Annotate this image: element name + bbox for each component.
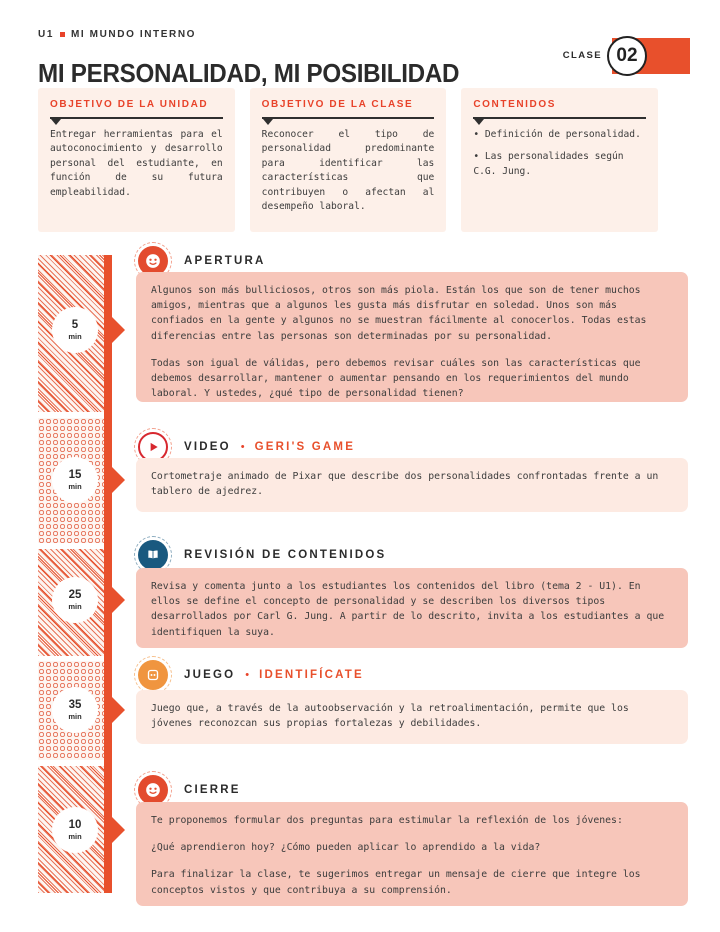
divider — [262, 117, 435, 119]
duration-unit: min — [68, 481, 82, 491]
duration-value: 15 — [68, 469, 82, 481]
paragraph: Todas son igual de válidas, pero debemos revisar cuáles son las características que debemos desarrollar, mantener o aumentar pensando en los requerimientos del mundo laboral. Y ustedes, ¿qué tipo de personalidad tienen? — [151, 357, 641, 400]
timeline-arrow-icon — [112, 317, 125, 343]
section-title: APERTURA — [184, 255, 266, 267]
duration-unit: min — [68, 331, 82, 341]
duration-unit: min — [68, 711, 82, 721]
section-subtitle: GERI'S GAME — [254, 441, 356, 453]
section-title: CIERRE — [184, 784, 241, 796]
contents-box — [461, 88, 658, 232]
paragraph: Algunos son más bulliciosos, otros son más piola. Están los que son de tener muchos amigos, mientras que a algunos les gusta más disfrutar en soledad. Unos son más confiados en la gente y algunos no se muestran fácilmente al conocerlos. Todas estas diferencias entre las personas son determinadas por su personalidad. — [151, 285, 647, 342]
timeline-bar — [104, 255, 112, 893]
smiley-face-icon — [138, 775, 168, 805]
duration-value: 10 — [68, 819, 82, 831]
duration-badge — [52, 687, 98, 733]
divider — [473, 117, 646, 119]
video-text-box — [136, 458, 688, 512]
duration-unit: min — [68, 831, 82, 841]
duration-badge — [52, 457, 98, 503]
duration-value: 35 — [68, 699, 82, 711]
duration-badge — [52, 307, 98, 353]
duration-value: 5 — [71, 319, 79, 331]
dot-separator-icon: • — [245, 669, 250, 681]
paragraph: Te proponemos formular dos preguntas para estimular la reflexión de los jóvenes: — [151, 815, 623, 826]
clase-label: CLASE — [562, 50, 602, 61]
cierre-text-box — [136, 802, 688, 906]
paragraph: Revisa y comenta junto a los estudiantes los contenidos del libro (tema 2 - U1). En ellos se define el concepto de personalidad y se describen los diversos tipos desarrollados por Carl G. Jung. A partir de lo descrito, invita a los estudiantes a que identifiquen la suya. — [151, 581, 665, 638]
duration-badge — [52, 807, 98, 853]
paragraph: Cortometraje animado de Pixar que describe dos personalidades confrontadas frente a un tablero de ajedrez. — [151, 471, 659, 498]
info-heading: OBJETIVO DE LA UNIDAD — [50, 99, 209, 110]
duration-value: 25 — [68, 589, 82, 601]
timeline-arrow-icon — [112, 697, 125, 723]
section-subtitle: IDENTIFÍCATE — [259, 669, 364, 681]
dot-separator-icon: • — [240, 441, 245, 453]
juego-text-box — [136, 690, 688, 744]
timeline-arrow-icon — [112, 467, 125, 493]
open-book-icon — [138, 540, 168, 570]
apertura-text-box — [136, 272, 688, 402]
info-columns — [38, 88, 658, 232]
page-title: MI PERSONALIDAD, MI POSIBILIDAD — [38, 58, 460, 89]
paragraph: ¿Qué aprendieron hoy? ¿Cómo pueden aplicar lo aprendido a la vida? — [151, 842, 541, 854]
objective-class-box — [250, 88, 447, 232]
square-bullet-icon — [60, 32, 65, 37]
duration-unit: min — [68, 601, 82, 611]
paragraph: Juego que, a través de la autoobservación y la retroalimentación, permite que los jóvenes reconozcan sus propias fortalezas y debilidades. — [151, 703, 629, 730]
game-board-icon — [138, 660, 168, 690]
timeline-arrow-icon — [112, 587, 125, 613]
info-heading: CONTENIDOS — [473, 99, 557, 110]
info-bullet: • Las personalidades según C.G. Jung. — [473, 151, 624, 177]
objective-unit-box — [38, 88, 235, 232]
paragraph: Para finalizar la clase, te sugerimos entregar un mensaje de cierre que integre los conceptos vistos y que contribuya a su comprensión. — [151, 869, 641, 896]
info-bullet: • Definición de personalidad. — [473, 129, 641, 140]
section-title: REVISIÓN DE CONTENIDOS — [184, 549, 387, 561]
breadcrumb — [38, 29, 196, 40]
divider — [50, 117, 223, 119]
unit-title: MI MUNDO INTERNO — [70, 29, 197, 40]
duration-badge — [52, 577, 98, 623]
timeline-arrow-icon — [112, 817, 125, 843]
unit-label: U1 — [38, 29, 54, 40]
revision-text-box — [136, 568, 688, 648]
info-body: Reconocer el tipo de personalidad predominante para identificar las características que contribuyen o afectan al desempeño laboral. — [261, 129, 435, 212]
info-heading: OBJETIVO DE LA CLASE — [261, 99, 414, 110]
section-title: VIDEO — [184, 441, 231, 453]
section-title: JUEGO — [184, 669, 236, 681]
clase-number-badge: 02 — [607, 36, 647, 76]
info-body: Entregar herramientas para el autoconocimiento y desarrollo personal del estudiante, en función de su futura empleabilidad. — [50, 129, 223, 198]
section-header-juego — [134, 656, 364, 694]
